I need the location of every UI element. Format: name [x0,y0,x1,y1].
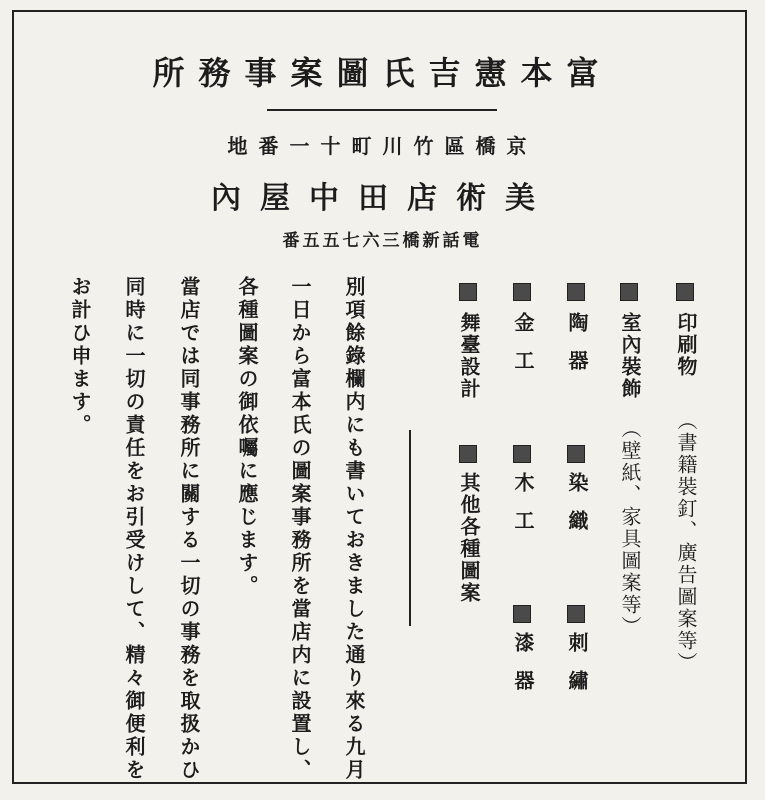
bullet-icon [513,445,531,463]
body-text-line: 各種圖案の御依囑に應じます。 [235,276,259,598]
bullet-icon [620,283,638,301]
bullet-icon [567,283,585,301]
bullet-icon [459,283,477,301]
category-label: 刺繡 [565,632,589,708]
category-label: 舞臺設計 [457,312,481,400]
category-detail: （書籍裝釘、廣告圖案等） [674,410,698,674]
address-line: 地番一十町川竹區橋京 [227,134,538,158]
bullet-icon [513,283,531,301]
bullet-icon [567,445,585,463]
body-text-line: お計ひ申ます。 [68,276,92,437]
category-label: 染織 [565,472,589,548]
category-label: 陶器 [565,312,589,388]
category-label: 木工 [511,472,535,548]
bullet-icon [676,283,694,301]
body-text-line: 當店では同事務所に關する一切の事務を取扱かひ [177,276,201,782]
shop-name: 內屋中田店術美 [211,181,554,216]
category-label: 印刷物 [674,312,698,378]
body-text-line: 同時に一切の責任をお引受けして、精々御便利を [122,276,146,782]
vertical-divider [409,430,411,626]
category-detail: （壁紙、家具圖案等） [618,418,642,638]
category-label: 金工 [511,312,535,388]
bullet-icon [459,445,477,463]
body-text-line: 別項餘錄欄内にも書いておきました通り來る九月 [342,276,366,782]
title-rule [267,109,497,111]
category-label: 其他各種圖案 [457,472,481,604]
body-text-line: 一日から富本氏の圖案事務所を當店内に設置し、 [288,276,312,782]
category-label: 漆器 [511,632,535,708]
page-title: 所務事案圖氏吉憲本富 [152,54,613,92]
bullet-icon [513,605,531,623]
category-label: 室內裝飾 [618,312,642,400]
bullet-icon [567,605,585,623]
phone-line: 番五五七六三橋新話電 [282,231,483,251]
